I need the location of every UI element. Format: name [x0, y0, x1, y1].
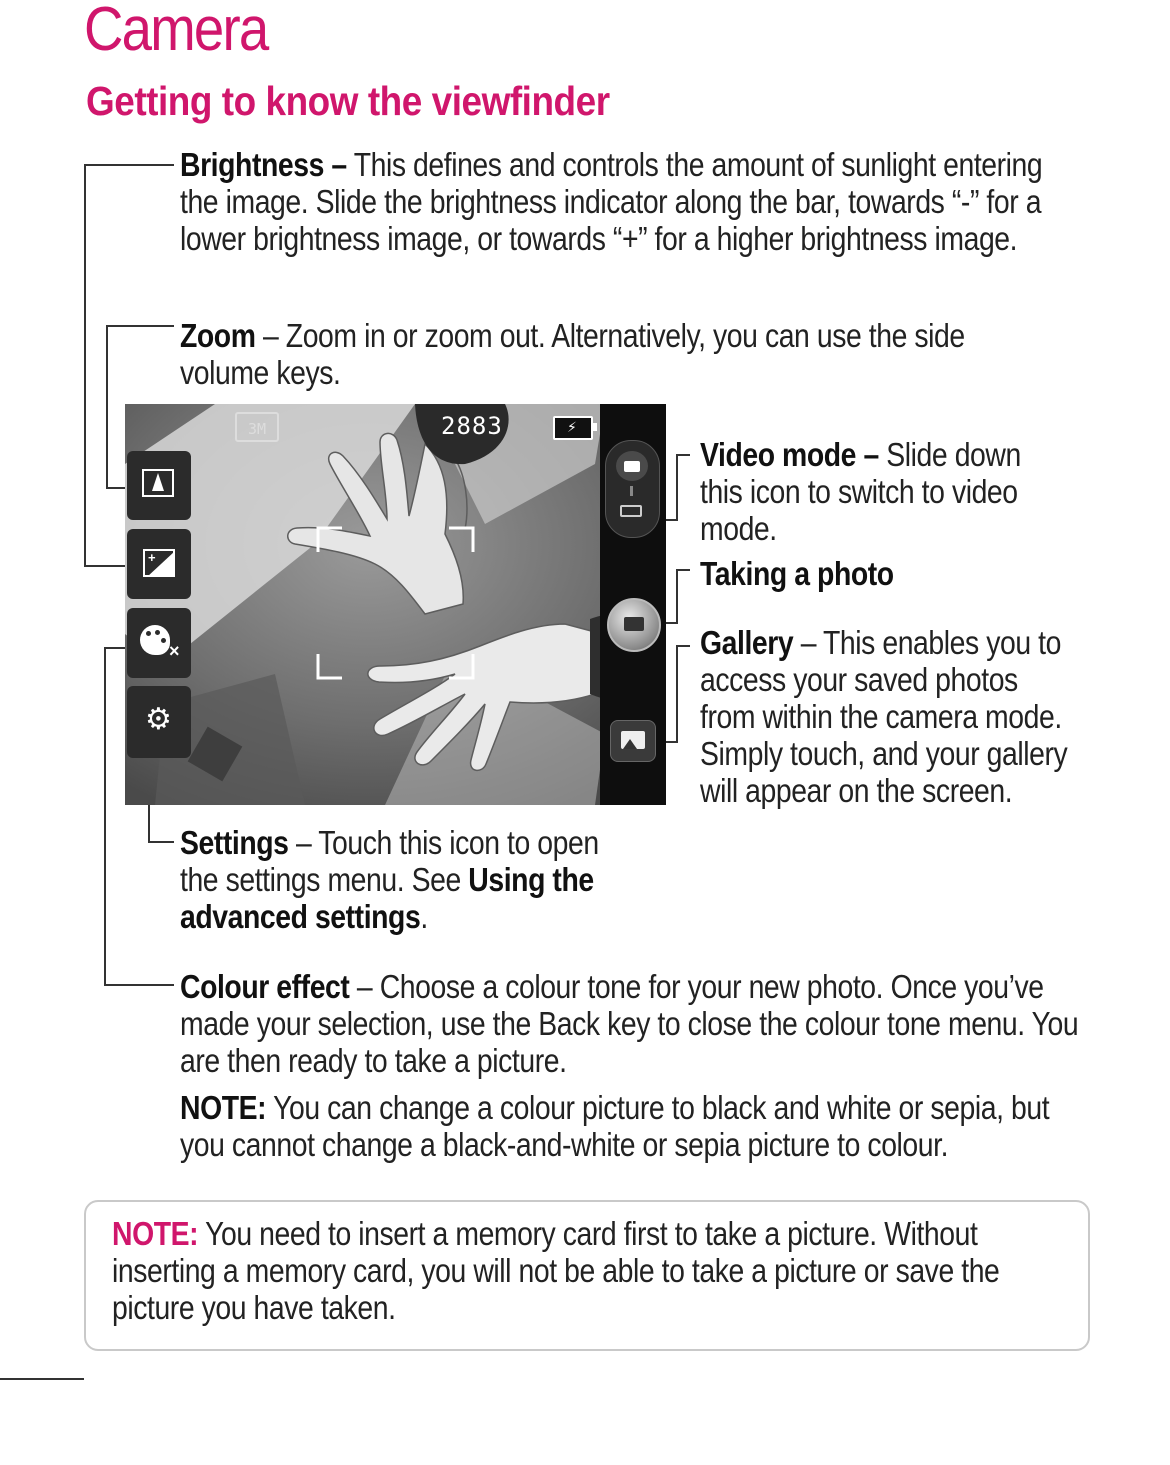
brightness-callout-vertical	[84, 164, 86, 566]
memory-card-note-text: You need to insert a memory card first to take a picture. Without inserting a memory card, you will not be able to take a picture or save the picture you have taken.	[112, 1215, 1000, 1326]
page-title: Camera	[84, 0, 268, 64]
video-mode-icon	[620, 505, 642, 517]
video-callout-top	[676, 454, 690, 456]
gallery-description	[700, 624, 1078, 809]
advanced-settings-link: Using the advanced settings	[180, 861, 594, 935]
viewfinder-scene	[125, 404, 666, 805]
colour-callout-vertical	[104, 647, 106, 985]
gallery-button[interactable]	[610, 720, 656, 762]
note-description	[180, 1089, 1100, 1163]
zoom-button[interactable]	[127, 529, 191, 599]
settings-description	[180, 824, 636, 935]
gallery-text: – This enables you to access your saved photos from within the camera mode. Simply touch, and your gallery will appear on the screen.	[700, 624, 1068, 809]
memory-card-note	[112, 1215, 1041, 1326]
resolution-badge: 3M	[235, 412, 279, 442]
colour-effect-label: Colour effect	[180, 968, 350, 1005]
settings-text: – Touch this icon to open the settings menu. See	[180, 824, 599, 898]
gallery-callout-top	[676, 645, 690, 647]
zoom-label: Zoom	[180, 317, 256, 354]
colour-callout-bottom	[104, 984, 174, 986]
settings-label: Settings	[180, 824, 289, 861]
colour-effect-icon	[140, 625, 170, 655]
taking-photo-description	[700, 555, 1061, 592]
settings-button[interactable]	[127, 686, 191, 758]
gallery-icon	[621, 731, 645, 749]
photo-callout-vertical	[676, 569, 678, 623]
gear-icon: ⚙	[145, 703, 172, 736]
brightness-text: This defines and controls the amount of sunlight entering the image. Slide the brightness indicator along the bar, towards “-” for a lower brightness image, or towards “+” for a higher brightness image.	[180, 146, 1043, 257]
note-text: You can change a colour picture to black and white or sepia, but you cannot change a black-and-white or sepia picture to colour.	[180, 1089, 1050, 1163]
settings-end: .	[420, 898, 428, 935]
settings-callout-bottom	[148, 841, 174, 843]
video-callout-vertical	[676, 454, 678, 520]
colour-effect-button[interactable]	[127, 608, 191, 678]
zoom-icon: +	[143, 549, 175, 577]
section-title: Getting to know the viewfinder	[86, 78, 610, 124]
shutter-button[interactable]	[607, 598, 661, 652]
brightness-label: Brightness –	[180, 146, 347, 183]
shutter-icon	[624, 617, 644, 631]
memory-card-note-label: NOTE:	[112, 1215, 199, 1252]
zoom-callout-top	[106, 325, 174, 327]
zoom-text: – Zoom in or zoom out. Alternatively, you can use the side volume keys.	[180, 317, 965, 391]
colour-effect-description	[180, 968, 1100, 1079]
brightness-button[interactable]	[127, 451, 191, 520]
mode-switch[interactable]	[605, 440, 660, 538]
photo-mode-icon	[616, 451, 648, 481]
gallery-label: Gallery	[700, 624, 794, 661]
brightness-description	[180, 146, 1079, 257]
brightness-callout-top	[84, 164, 174, 166]
brightness-icon	[142, 469, 174, 497]
close-x-icon: ×	[169, 641, 180, 661]
gallery-callout-vertical	[676, 645, 678, 742]
footer-rule	[0, 1378, 84, 1380]
photo-callout-top	[676, 569, 690, 571]
zoom-callout-vertical	[106, 325, 108, 488]
note-label: NOTE:	[180, 1089, 267, 1126]
video-mode-description	[700, 436, 1061, 547]
colour-effect-text: – Choose a colour tone for your new photo. Once you’ve made your selection, use the Back key to close the colour tone menu. You are then ready to take a picture.	[180, 968, 1079, 1079]
battery-icon: ⚡	[553, 416, 593, 440]
video-mode-text: Slide down this icon to switch to video mode.	[700, 436, 1021, 547]
shots-remaining: 2883	[441, 412, 503, 440]
zoom-description	[180, 317, 1040, 391]
taking-photo-label: Taking a photo	[700, 555, 894, 592]
viewfinder-screenshot	[125, 404, 666, 805]
video-mode-label: Video mode –	[700, 436, 879, 473]
